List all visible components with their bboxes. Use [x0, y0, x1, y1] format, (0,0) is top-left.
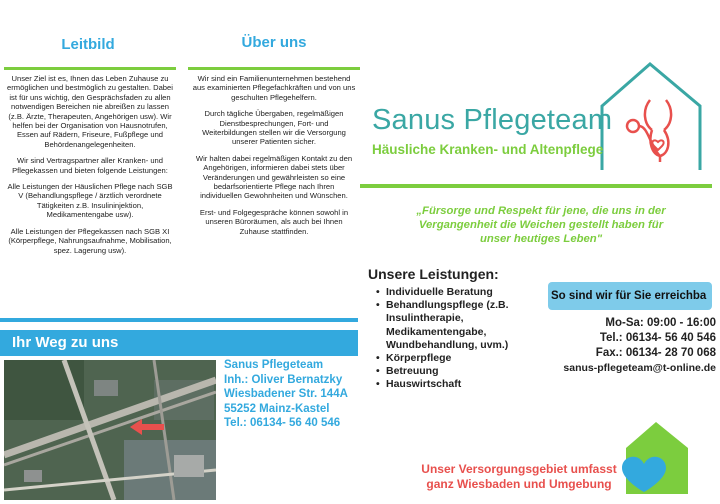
- weg-title-band: [0, 330, 358, 356]
- leitbild-text: [4, 74, 176, 262]
- contact-phone[interactable]: Tel.: 06134- 56 40 546: [599, 332, 716, 344]
- contact-fax: Fax.: 06134- 28 70 068: [595, 347, 716, 359]
- contact-details: [520, 316, 716, 376]
- service-area: [404, 462, 634, 492]
- address-line: 55252 Mainz-Kastel: [224, 402, 330, 415]
- leitbild-title: Leitbild: [61, 36, 115, 53]
- ueber-uns-paragraph: Erst- und Folgegespräche können sowohl in unseren Büroräumen, als auch bei Ihnen Zuhause stattfinden.: [199, 207, 349, 236]
- address-line: Sanus Pflegeteam: [224, 359, 324, 371]
- opening-hours: Mo-Sa: 09:00 - 16:00: [605, 317, 716, 329]
- address-block: [224, 358, 364, 431]
- location-map[interactable]: [4, 360, 216, 500]
- address-line: Wiesbadener Str. 144A: [224, 388, 348, 400]
- address-line: Inh.: Oliver Bernatzky: [224, 373, 343, 386]
- ueber-uns-divider: [188, 67, 360, 70]
- leitbild-paragraph: Unser Ziel ist es, Ihnen das Leben Zuhause zu ermöglichen und bestmöglich zu gestalten. Dabei ist für uns wichtig, den Gesprächsfaden zu allen notwendigen Bereichen nie abreißen zu lassen (z.B. Ärzte, Therapeuten, Angehörigen usw). Wir helfen bei der Organisation von Hausnotrufen, Essen auf Rädern, Friseure, Fußpflege und Behördenangelegenheiten.: [7, 74, 173, 149]
- service-item: • Behandlungspflege (z.B. Insulintherapie, Medikamentengabe, Wundbehandlung, uvm.): [376, 299, 556, 352]
- ueber-uns-paragraph: Wir halten dabei regelmäßigen Kontakt zu den Angehörigen, informieren dabei stets über Veränderungen und gewährleisten so eine bedarfsorientierte Pflege nach Ihren individuellen Gewohnheiten und Wünschen.: [195, 153, 353, 201]
- map-image: [4, 360, 216, 500]
- service-item: • Hauswirtschaft: [376, 378, 556, 391]
- ueber-uns-paragraph: Wir sind ein Familienunternehmen bestehend aus examinierten Pflegefachkräften und von uns geschulten Pflegehelfern.: [192, 74, 356, 102]
- ueber-uns-text: [192, 74, 356, 243]
- service-area-line: Unser Versorgungsgebiet umfasst: [421, 462, 617, 476]
- leitbild-paragraph: Alle Leistungen der Pflegekassen nach SGB XI (Körperpflege, Nahrungsaufnahme, Mobilisation, spez. Lagerung usw).: [8, 226, 172, 255]
- brand-divider: [360, 184, 712, 188]
- service-item: • Betreuung: [376, 365, 556, 378]
- service-item: • Individuelle Beratung: [376, 286, 556, 299]
- motto-quote: „Fürsorge und Respekt für jene, die uns in der Vergangenheit die Weichen gestellt haben für unser heutiges Leben": [416, 205, 666, 245]
- contact-heading: So sind wir für Sie erreichba: [551, 290, 707, 302]
- leitbild-divider: [4, 67, 176, 70]
- ueber-uns-title: Über uns: [241, 34, 307, 51]
- contact-email[interactable]: sanus-pflegeteam@t-online.de: [563, 362, 716, 374]
- leistungen-title: Unsere Leistungen:: [368, 266, 499, 282]
- weg-top-rule: [0, 318, 358, 322]
- brand-subtitle: Häusliche Kranken- und Altenpflege: [372, 142, 604, 157]
- brand-name: Sanus Pflegeteam: [372, 104, 613, 136]
- service-area-line: ganz Wiesbaden und Umgebung: [426, 477, 612, 491]
- address-phone[interactable]: Tel.: 06134- 56 40 546: [224, 417, 341, 429]
- contact-heading-box: [548, 282, 712, 310]
- leitbild-paragraph: Alle Leistungen der Häuslichen Pflege nach SGB V (Behandlungspflege / ärztlich verordnete Tätigkeiten z.B. Insulininjektion, Medikamentengabe usw).: [7, 182, 173, 220]
- leitbild-paragraph: Wir sind Vertragspartner aller Kranken- und Pflegekassen und bieten folgende Leistungen:: [12, 156, 168, 175]
- service-item: • Körperpflege: [376, 352, 556, 365]
- map-arrow-icon: [130, 418, 166, 436]
- ueber-uns-paragraph: Durch tägliche Übergaben, regelmäßigen Dienstbesprechungen, Fort- und Weiterbildungen stellen wir die Versorgung unserer Patienten sicher.: [202, 109, 346, 147]
- weg-title: Ihr Weg zu uns: [12, 334, 119, 351]
